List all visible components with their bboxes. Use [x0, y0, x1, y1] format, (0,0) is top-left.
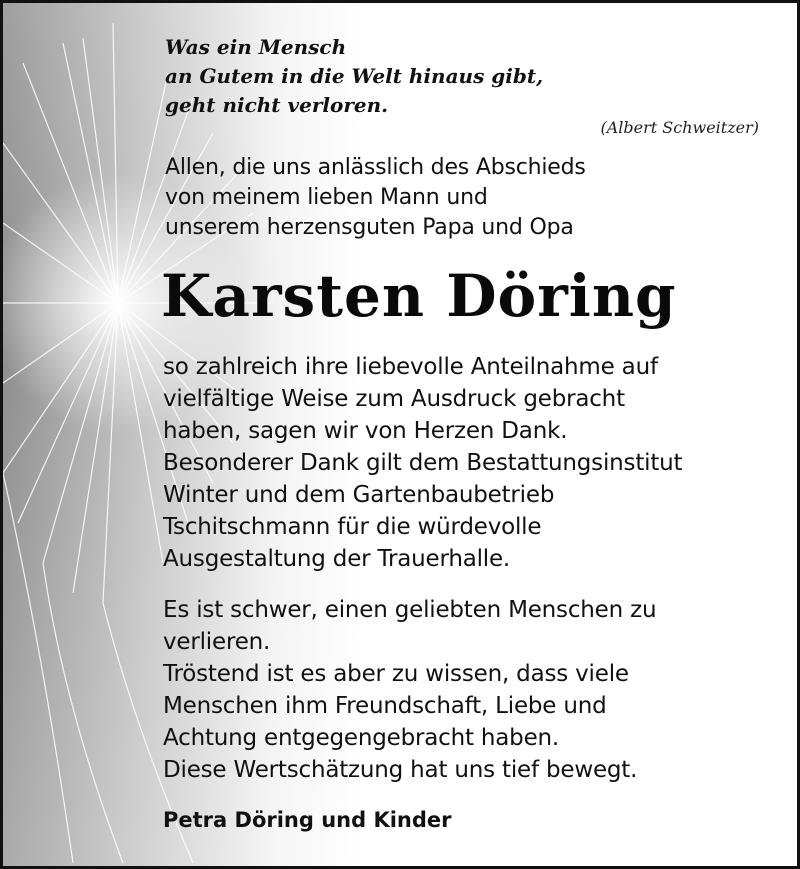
intro-text: Allen, die uns anlässlich des Abschieds von meinem lieben Mann und unserem herzensguten Papa und Opa: [165, 155, 586, 240]
thanks-paragraph: so zahlreich ihre liebevolle Anteilnahme auf vielfältige Weise zum Ausdruck gebracht haben, sagen wir von Herzen Dank. Besonderer Dank gilt dem Bestattungsinstitut Winter und dem Gartenbaubetrieb Tschitschmann für die würdevolle Ausgestaltung der Trauerhalle.: [163, 354, 683, 572]
closing-paragraph: Es ist schwer, einen geliebten Menschen zu verlieren. Tröstend ist es aber zu wissen, dass viele Menschen ihm Freundschaft, Liebe und Achtung entgegengebracht haben. Diese Wertschätzung hat uns tief bewegt.: [163, 597, 657, 783]
deceased-name: Karsten Döring: [161, 262, 677, 330]
opening-quote: Was ein Mensch an Gutem in die Welt hinaus gibt, geht nicht verloren.: [165, 35, 544, 117]
obituary-content: [3, 3, 797, 866]
quote-author: (Albert Schweitzer): [600, 118, 759, 137]
signature: Petra Döring und Kinder: [163, 808, 452, 832]
